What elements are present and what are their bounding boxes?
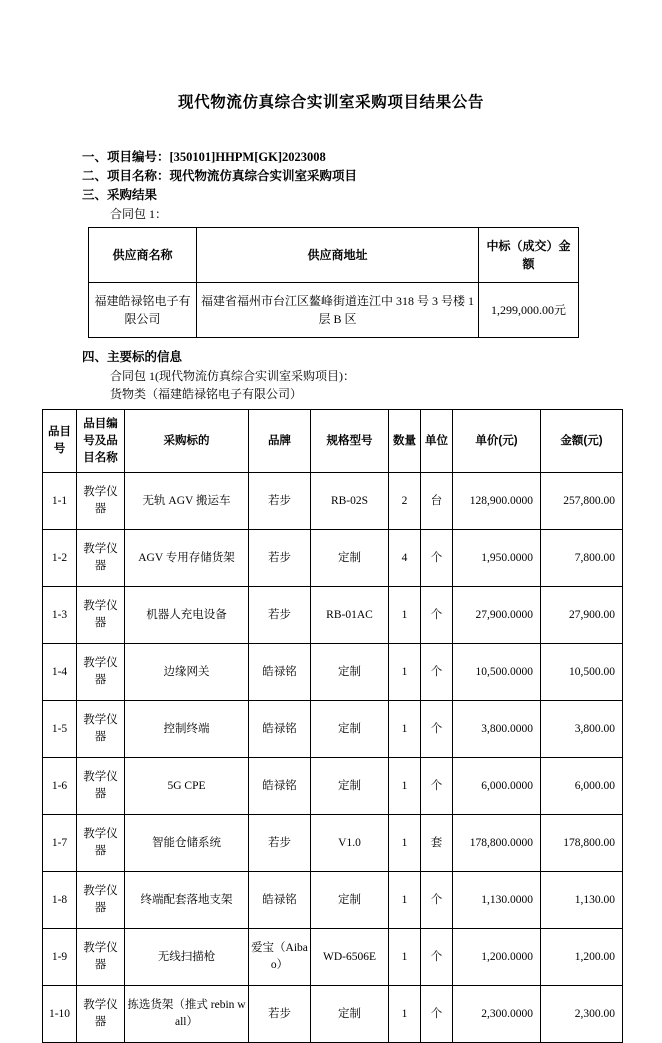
main-subject-package-line: 合同包 1(现代物流仿真综合实训室采购项目)： (110, 369, 355, 383)
item-amount: 7,800.00 (541, 530, 623, 587)
item-unit: 个 (421, 929, 453, 986)
item-category: 教学仪器 (77, 758, 125, 815)
item-category: 教学仪器 (77, 530, 125, 587)
item-subject: 机器人充电设备 (125, 587, 249, 644)
item-subject: 智能仓储系统 (125, 815, 249, 872)
item-subject: 无轨 AGV 搬运车 (125, 473, 249, 530)
section-purchase-result-label: 三、采购结果 (82, 188, 158, 202)
supplier-name: 福建皓禄铭电子有限公司 (89, 283, 197, 338)
item-category: 教学仪器 (77, 701, 125, 758)
table-row (43, 701, 623, 758)
item-no: 1-3 (43, 587, 77, 644)
item-no: 1-7 (43, 815, 77, 872)
item-price: 2,300.0000 (453, 986, 541, 1043)
item-unit: 个 (421, 530, 453, 587)
item-qty: 1 (389, 644, 421, 701)
item-brand: 皓禄铭 (249, 644, 311, 701)
item-unit: 个 (421, 587, 453, 644)
item-qty: 1 (389, 815, 421, 872)
section-project-name-value: 现代物流仿真综合实训室采购项目 (169, 169, 358, 183)
item-qty: 1 (389, 587, 421, 644)
supplier-address: 福建省福州市台江区鳌峰街道连江中 318 号 3 号楼 1 层 B 区 (197, 283, 479, 338)
item-amount: 6,000.00 (541, 758, 623, 815)
items-table (42, 409, 623, 1043)
items-header-amount: 金额(元) (541, 410, 623, 473)
item-brand: 爱宝（Aibao） (249, 929, 311, 986)
item-subject: 5G CPE (125, 758, 249, 815)
item-unit: 个 (421, 701, 453, 758)
item-qty: 1 (389, 758, 421, 815)
section-main-subject-heading: 四、主要标的信息 (82, 350, 183, 364)
item-amount: 27,900.00 (541, 587, 623, 644)
item-amount: 3,800.00 (541, 701, 623, 758)
items-header-unit: 单位 (421, 410, 453, 473)
section-project-number (48, 148, 614, 167)
item-spec: WD-6506E (311, 929, 389, 986)
item-qty: 4 (389, 530, 421, 587)
item-no: 1-1 (43, 473, 77, 530)
table-row (43, 872, 623, 929)
table-row (43, 530, 623, 587)
item-unit: 台 (421, 473, 453, 530)
item-price: 178,800.0000 (453, 815, 541, 872)
item-qty: 1 (389, 986, 421, 1043)
item-amount: 10,500.00 (541, 644, 623, 701)
item-price: 1,950.0000 (453, 530, 541, 587)
item-no: 1-9 (43, 929, 77, 986)
item-amount: 178,800.00 (541, 815, 623, 872)
items-header-no: 品目号 (43, 410, 77, 473)
item-amount: 257,800.00 (541, 473, 623, 530)
item-brand: 若步 (249, 530, 311, 587)
item-category: 教学仪器 (77, 644, 125, 701)
item-unit: 个 (421, 872, 453, 929)
item-amount: 2,300.00 (541, 986, 623, 1043)
item-price: 1,200.0000 (453, 929, 541, 986)
item-brand: 皓禄铭 (249, 758, 311, 815)
item-subject: 拣选货架（推式 rebin wall） (125, 986, 249, 1043)
item-spec: RB-01AC (311, 587, 389, 644)
item-amount: 1,130.00 (541, 872, 623, 929)
contract-package-label: 合同包 1： (110, 207, 168, 221)
item-no: 1-8 (43, 872, 77, 929)
items-header-category: 品目编号及品目名称 (77, 410, 125, 473)
item-spec: 定制 (311, 758, 389, 815)
item-brand: 皓禄铭 (249, 872, 311, 929)
item-no: 1-2 (43, 530, 77, 587)
items-table-wrapper (0, 409, 662, 1043)
supplier-header-amount: 中标（成交）金额 (479, 228, 579, 283)
table-row (43, 815, 623, 872)
items-table-header-row (43, 410, 623, 473)
item-subject: 无线扫描枪 (125, 929, 249, 986)
table-row (43, 758, 623, 815)
item-qty: 1 (389, 701, 421, 758)
item-brand: 皓禄铭 (249, 701, 311, 758)
item-subject: 边缘网关 (125, 644, 249, 701)
document-body (0, 148, 662, 403)
item-amount: 1,200.00 (541, 929, 623, 986)
item-spec: V1.0 (311, 815, 389, 872)
item-price: 3,800.0000 (453, 701, 541, 758)
table-row (89, 283, 579, 338)
item-category: 教学仪器 (77, 587, 125, 644)
items-header-price: 单价(元) (453, 410, 541, 473)
item-spec: 定制 (311, 872, 389, 929)
item-spec: 定制 (311, 530, 389, 587)
supplier-header-address: 供应商地址 (197, 228, 479, 283)
section-project-name-label: 二、项目名称： (82, 169, 170, 183)
item-spec: RB-02S (311, 473, 389, 530)
items-header-brand: 品牌 (249, 410, 311, 473)
item-unit: 个 (421, 644, 453, 701)
item-brand: 若步 (249, 473, 311, 530)
items-header-qty: 数量 (389, 410, 421, 473)
items-header-subject: 采购标的 (125, 410, 249, 473)
item-unit: 套 (421, 815, 453, 872)
table-row (43, 587, 623, 644)
items-header-spec: 规格型号 (311, 410, 389, 473)
item-no: 1-10 (43, 986, 77, 1043)
table-row (43, 644, 623, 701)
item-category: 教学仪器 (77, 473, 125, 530)
item-brand: 若步 (249, 986, 311, 1043)
item-qty: 2 (389, 473, 421, 530)
table-row (43, 929, 623, 986)
item-qty: 1 (389, 929, 421, 986)
item-subject: 控制终端 (125, 701, 249, 758)
section-purchase-result (48, 186, 614, 205)
item-price: 1,130.0000 (453, 872, 541, 929)
page-title: 现代物流仿真综合实训室采购项目结果公告 (178, 94, 484, 111)
item-spec: 定制 (311, 701, 389, 758)
item-no: 1-6 (43, 758, 77, 815)
item-category: 教学仪器 (77, 986, 125, 1043)
item-spec: 定制 (311, 986, 389, 1043)
item-price: 6,000.0000 (453, 758, 541, 815)
item-brand: 若步 (249, 815, 311, 872)
supplier-table (88, 227, 579, 338)
item-price: 10,500.0000 (453, 644, 541, 701)
main-subject-category-line: 货物类（福建皓禄铭电子有限公司） (110, 387, 303, 401)
table-row (43, 473, 623, 530)
item-no: 1-4 (43, 644, 77, 701)
item-qty: 1 (389, 872, 421, 929)
section-project-name (48, 167, 614, 186)
item-price: 27,900.0000 (453, 587, 541, 644)
item-subject: 终端配套落地支架 (125, 872, 249, 929)
item-unit: 个 (421, 986, 453, 1043)
supplier-amount: 1,299,000.00元 (479, 283, 579, 338)
item-category: 教学仪器 (77, 872, 125, 929)
item-brand: 若步 (249, 587, 311, 644)
section-project-number-value: [350101]HHPM[GK]2023008 (169, 150, 326, 164)
item-spec: 定制 (311, 644, 389, 701)
table-row (43, 986, 623, 1043)
item-price: 128,900.0000 (453, 473, 541, 530)
item-unit: 个 (421, 758, 453, 815)
supplier-table-header-row (89, 228, 579, 283)
section-project-number-label: 一、项目编号： (82, 150, 170, 164)
item-subject: AGV 专用存储货架 (125, 530, 249, 587)
item-no: 1-5 (43, 701, 77, 758)
supplier-header-name: 供应商名称 (89, 228, 197, 283)
item-category: 教学仪器 (77, 815, 125, 872)
item-category: 教学仪器 (77, 929, 125, 986)
